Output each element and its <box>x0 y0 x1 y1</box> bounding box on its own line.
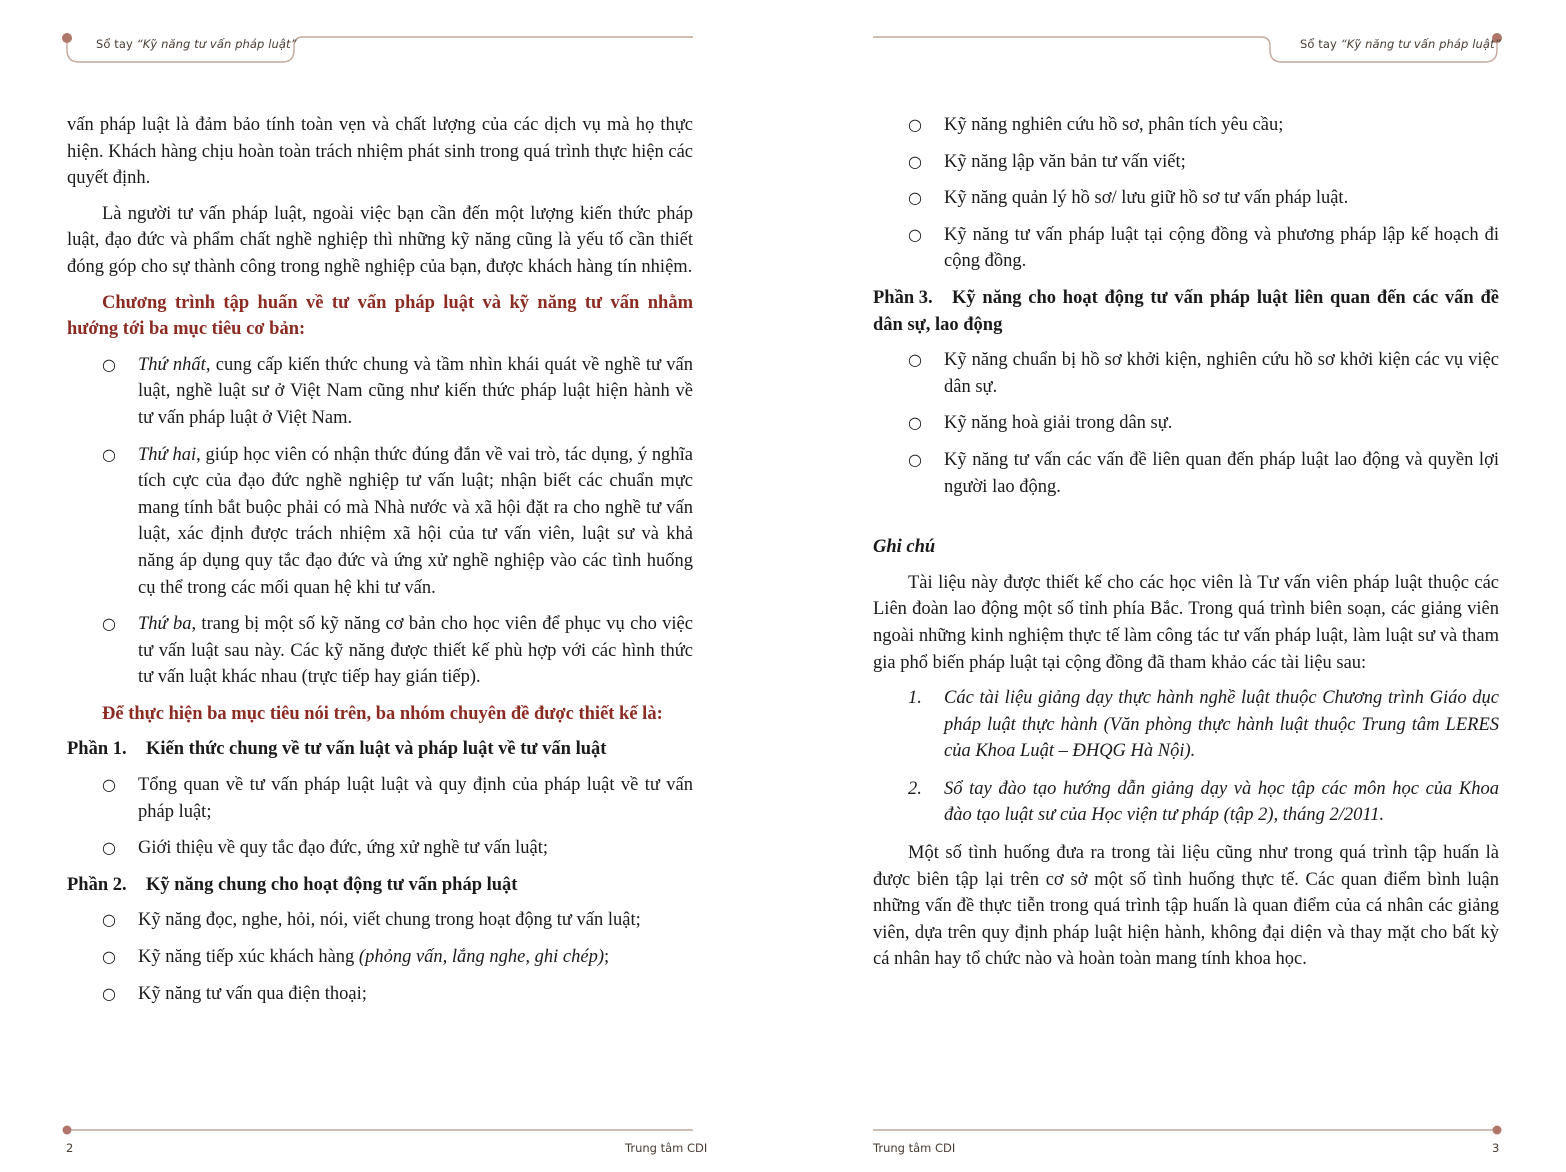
part2-list-continued <box>873 112 1499 275</box>
header-dot-icon <box>62 33 72 43</box>
list-item-text: Kỹ năng đọc, nghe, hỏi, nói, viết chung trong hoạt động tư vấn luật; <box>138 910 641 931</box>
goal-text: , trang bị một số kỹ năng cơ bản cho học viên để phục vụ cho việc tư vấn luật sau này. Các kỹ năng được thiết kế phù hợp với các hình thức tư vấn luật khác nhau (trực tiếp hay gián tiếp). <box>138 614 693 688</box>
header-prefix: Sổ tay <box>96 37 133 51</box>
right-page <box>783 0 1566 1172</box>
bullet-icon: ○ <box>908 413 922 433</box>
running-header <box>1300 37 1501 51</box>
list-item-text: Kỹ năng hoà giải trong dân sự. <box>944 413 1173 434</box>
list-item-text: Kỹ năng tư vấn các vấn đề liên quan đến pháp luật lao động và quyền lợi người lao động. <box>944 449 1499 497</box>
footer-dot-icon <box>1493 1126 1502 1135</box>
list-item-text: Kỹ năng quản lý hồ sơ/ lưu giữ hồ sơ tư vấn pháp luật. <box>944 188 1349 209</box>
bullet-icon: ○ <box>102 838 116 858</box>
part-title: Kỹ năng cho hoạt động tư vấn pháp luật liên quan đến các vấn đề dân sự, lao động <box>873 287 1499 335</box>
right-body <box>873 112 1499 982</box>
paragraph: Một số tình huống đưa ra trong tài liệu cũng như trong quá trình tập huấn là được biên tập lại trên cơ sở một số tình huống thực tế. Các quan điểm bình luận những vấn đề thực tiễn trong quá trình tập huấn là quan điểm của cá nhân các giảng viên, dựa trên quy định pháp luật hiện hành, không đại diện và thay mặt cho bất kỳ cá nhân hay tổ chức nào và hoàn toàn mang tính khoa học. <box>873 843 1499 970</box>
list-item <box>873 112 1499 139</box>
bullet-icon: ○ <box>102 354 116 374</box>
list-item <box>67 981 693 1008</box>
list-item-italic: (phỏng vấn, lắng nghe, ghi chép) <box>358 947 604 968</box>
list-item <box>67 442 693 602</box>
footer-org: Trung tâm CDI <box>873 1141 956 1155</box>
list-item-text: Kỹ năng tư vấn pháp luật tại cộng đồng và phương pháp lập kế hoạch đi cộng đồng. <box>944 224 1499 272</box>
list-item <box>873 447 1499 500</box>
section-heading: Để thực hiện ba mục tiêu nói trên, ba nhóm chuyên đề được thiết kế là: <box>102 703 663 724</box>
reference-text: Sổ tay đào tạo hướng dẫn giảng dạy và học tập các môn học của Khoa đào tạo luật sư của Học viện tư pháp (tập 2), tháng 2/2011. <box>944 778 1499 826</box>
header-prefix: Sổ tay <box>1300 37 1337 51</box>
list-item-text: Giới thiệu về quy tắc đạo đức, ứng xử nghề tư vấn luật; <box>138 838 549 859</box>
left-body <box>67 112 693 1017</box>
bullet-icon: ○ <box>908 188 922 208</box>
references-list <box>873 685 1499 829</box>
part3-list <box>873 347 1499 500</box>
bullet-icon: ○ <box>908 350 922 370</box>
reference-number: 1. <box>908 688 922 709</box>
list-item-text: Tổng quan về tư vấn pháp luật luật và quy định của pháp luật về tư vấn pháp luật; <box>138 775 693 822</box>
bullet-icon: ○ <box>102 947 116 967</box>
bullet-icon: ○ <box>102 983 116 1003</box>
page-number: 2 <box>66 1141 74 1155</box>
running-header <box>96 37 297 51</box>
list-item <box>873 149 1499 176</box>
list-item <box>873 222 1499 275</box>
list-item <box>873 347 1499 400</box>
header-title: “Kỹ năng tư vấn pháp luật” <box>1340 37 1501 51</box>
bullet-icon: ○ <box>908 151 922 171</box>
list-item-text: Kỹ năng nghiên cứu hồ sơ, phân tích yêu cầu; <box>944 115 1284 135</box>
bullet-icon: ○ <box>102 775 116 795</box>
bullet-icon: ○ <box>102 444 116 464</box>
goal-lead: Thứ ba <box>138 614 192 635</box>
reference-item <box>873 776 1499 829</box>
list-item <box>67 611 693 691</box>
part-label: Phần 3. <box>873 287 933 308</box>
list-item <box>873 185 1499 212</box>
section-heading: Chương trình tập huấn về tư vấn pháp luật và kỹ năng tư vấn nhằm hướng tới ba mục tiêu cơ bản: <box>67 292 693 340</box>
bullet-icon: ○ <box>908 115 922 134</box>
bullet-icon: ○ <box>102 614 116 634</box>
right-header-decoration <box>783 0 1566 70</box>
paragraph: vấn pháp luật là đảm bảo tính toàn vẹn và chất lượng của các dịch vụ mà họ thực hiện. Khách hàng chịu hoàn toàn trách nhiệm phát sinh trong quá trình thực hiện các quyết định. <box>67 115 693 189</box>
goal-lead: Thứ nhất <box>138 354 206 375</box>
list-item-text: Kỹ năng chuẩn bị hồ sơ khởi kiện, nghiên cứu hồ sơ khởi kiện các vụ việc dân sự. <box>944 350 1499 397</box>
goal-text: , giúp học viên có nhận thức đúng đắn về vai trò, tác dụng, ý nghĩa tích cực của đạo đức nghề nghiệp tư vấn luật; nhận biết các chuẩn mực mang tính bắt buộc phải có mà Nhà nước và xã hội đặt ra cho nghề tư vấn luật, xác định được trách nhiệm xã hội của tư vấn viên, luật sư và khả năng áp dụng quy tắc đạo đức và ứng xử nghề nghiệp vào các tình huống cụ thể trong các mối quan hệ khi tư vấn. <box>138 444 693 598</box>
footer-dot-icon <box>63 1126 72 1135</box>
left-footer-rule <box>0 1120 783 1140</box>
list-item <box>873 410 1499 437</box>
paragraph: Là người tư vấn pháp luật, ngoài việc bạn cần đến một lượng kiến thức pháp luật, đạo đức và phẩm chất nghề nghiệp thì những kỹ năng cũng là yếu tố cần thiết đóng góp cho sự thành công trong nghề nghiệp của bạn, được khách hàng tín nhiệm. <box>67 203 693 277</box>
part-title: Kiến thức chung về tư vấn luật và pháp luật về tư vấn luật <box>146 739 607 760</box>
header-title: “Kỹ năng tư vấn pháp luật” <box>136 37 297 51</box>
list-item <box>67 944 693 971</box>
list-item <box>67 907 693 934</box>
part-label: Phần 1. <box>67 739 127 760</box>
list-item-text: Kỹ năng tiếp xúc khách hàng <box>138 947 359 968</box>
list-item-text: Kỹ năng tư vấn qua điện thoại; <box>138 983 367 1004</box>
part-heading <box>67 872 693 899</box>
part-label: Phần 2. <box>67 874 127 895</box>
list-item-end: ; <box>604 947 610 968</box>
page-number: 3 <box>1492 1141 1500 1155</box>
list-item <box>67 772 693 825</box>
list-item <box>67 835 693 862</box>
reference-item <box>873 685 1499 765</box>
goal-lead: Thứ hai <box>138 444 197 465</box>
paragraph: Tài liệu này được thiết kế cho các học viên là Tư vấn viên pháp luật thuộc các Liên đoàn lao động một số tỉnh phía Bắc. Trong quá trình biên soạn, các giảng viên ngoài những kinh nghiệm thực tế làm công tác tư vấn pháp luật, làm luật sư và tham gia phổ biến pháp luật tại cộng đồng đã tham khảo các tài liệu sau: <box>873 572 1499 673</box>
reference-number: 2. <box>908 778 922 799</box>
bullet-icon: ○ <box>102 910 116 930</box>
part2-list <box>67 907 693 1007</box>
goal-text: , cung cấp kiến thức chung và tầm nhìn khái quát về nghề tư vấn luật, nghề luật sư ở Việt Nam cũng như kiến thức pháp luật hiện hành về tư vấn pháp luật ở Việt Nam. <box>138 354 693 428</box>
left-header-decoration <box>0 0 783 70</box>
bullet-icon: ○ <box>908 224 922 244</box>
part-title: Kỹ năng chung cho hoạt động tư vấn pháp luật <box>146 874 518 895</box>
note-heading: Ghi chú <box>873 537 936 558</box>
part-heading <box>873 285 1499 338</box>
list-item-text: Kỹ năng lập văn bản tư vấn viết; <box>944 151 1186 172</box>
footer-org: Trung tâm CDI <box>625 1141 708 1155</box>
reference-text: Các tài liệu giảng dạy thực hành nghề luật thuộc Chương trình Giáo dục pháp luật thực hành (Văn phòng thực hành luật thuộc Trung tâm LERES của Khoa Luật – ĐHQG Hà Nội). <box>944 688 1499 762</box>
bullet-icon: ○ <box>908 449 922 469</box>
list-item <box>67 352 693 432</box>
part-heading <box>67 736 693 763</box>
part1-list <box>67 772 693 862</box>
right-footer-rule <box>783 1120 1566 1140</box>
goals-list <box>67 352 693 691</box>
